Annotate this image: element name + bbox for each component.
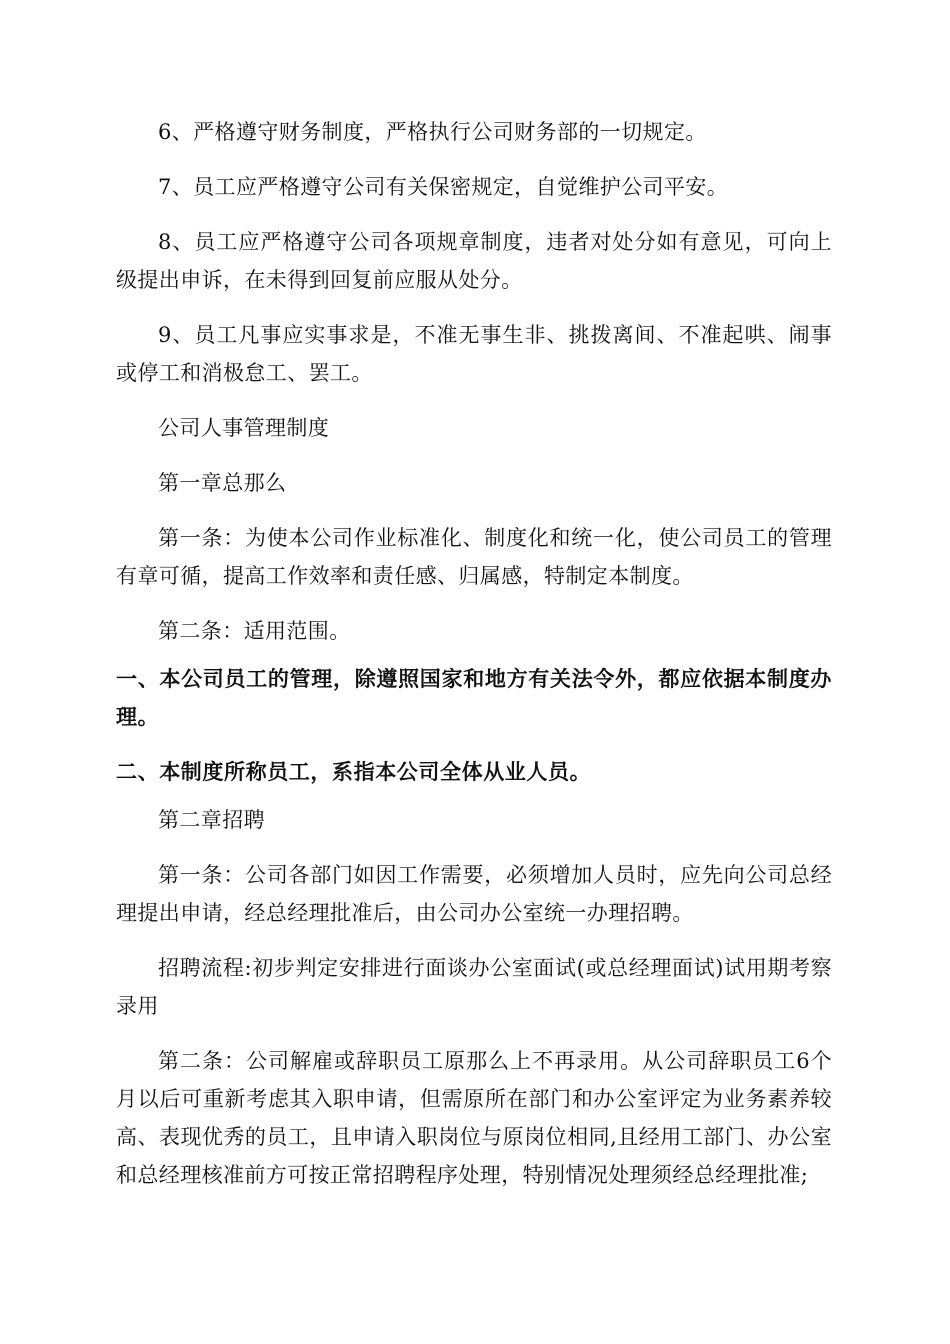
recruitment-process: 招聘流程:初步判定安排进行面谈办公室面试(或总经理面试)试用期考察录用 bbox=[116, 956, 832, 1018]
document-page bbox=[116, 113, 832, 1211]
paragraph-rule-7: 7、员工应严格遵守公司有关保密规定，自觉维护公司平安。 bbox=[158, 175, 729, 199]
chapter-1-heading: 第一章总那么 bbox=[158, 471, 287, 495]
chapter-2-article-2: 第二条：公司解雇或辞职员工原那么上不再录用。从公司辞职员工6个月以后可重新考虑其入职申请，但需原所在部门和办公室评定为业务素养较高、表现优秀的员工，且申请入职岗位与原岗位相同,且经用工部门、办公室和总经理核准前方可按正常招聘程序处理，特别情况处理须经总经理批准; bbox=[116, 1049, 832, 1187]
paragraph-rule-9: 9、员工凡事应实事求是，不准无事生非、挑拨离间、不准起哄、闹事或停工和消极怠工、罢工。 bbox=[116, 323, 832, 385]
chapter-2-heading: 第二章招聘 bbox=[158, 808, 265, 832]
paragraph-rule-8: 8、员工应严格遵守公司各项规章制度，违者对处分如有意见，可向上级提出申诉，在未得到回复前应服从处分。 bbox=[116, 230, 832, 292]
paragraph-rule-6: 6、严格遵守财务制度，严格执行公司财务部的一切规定。 bbox=[158, 120, 707, 144]
chapter-1-article-1: 第一条：为使本公司作业标准化、制度化和统一化，使公司员工的管理有章可循，提高工作效率和责任感、归属感，特制定本制度。 bbox=[116, 526, 832, 588]
chapter-2-article-1: 第一条：公司各部门如因工作需要，必须增加人员时，应先向公司总经理提出申请，经总经理批准后，由公司办公室统一办理招聘。 bbox=[116, 863, 832, 925]
scope-item-1: 一、本公司员工的管理，除遵照国家和地方有关法令外，都应依据本制度办理。 bbox=[116, 667, 832, 729]
section-title: 公司人事管理制度 bbox=[158, 416, 330, 440]
chapter-1-article-2: 第二条：适用范围。 bbox=[158, 619, 351, 643]
scope-item-2: 二、本制度所称员工，系指本公司全体从业人员。 bbox=[116, 760, 592, 784]
